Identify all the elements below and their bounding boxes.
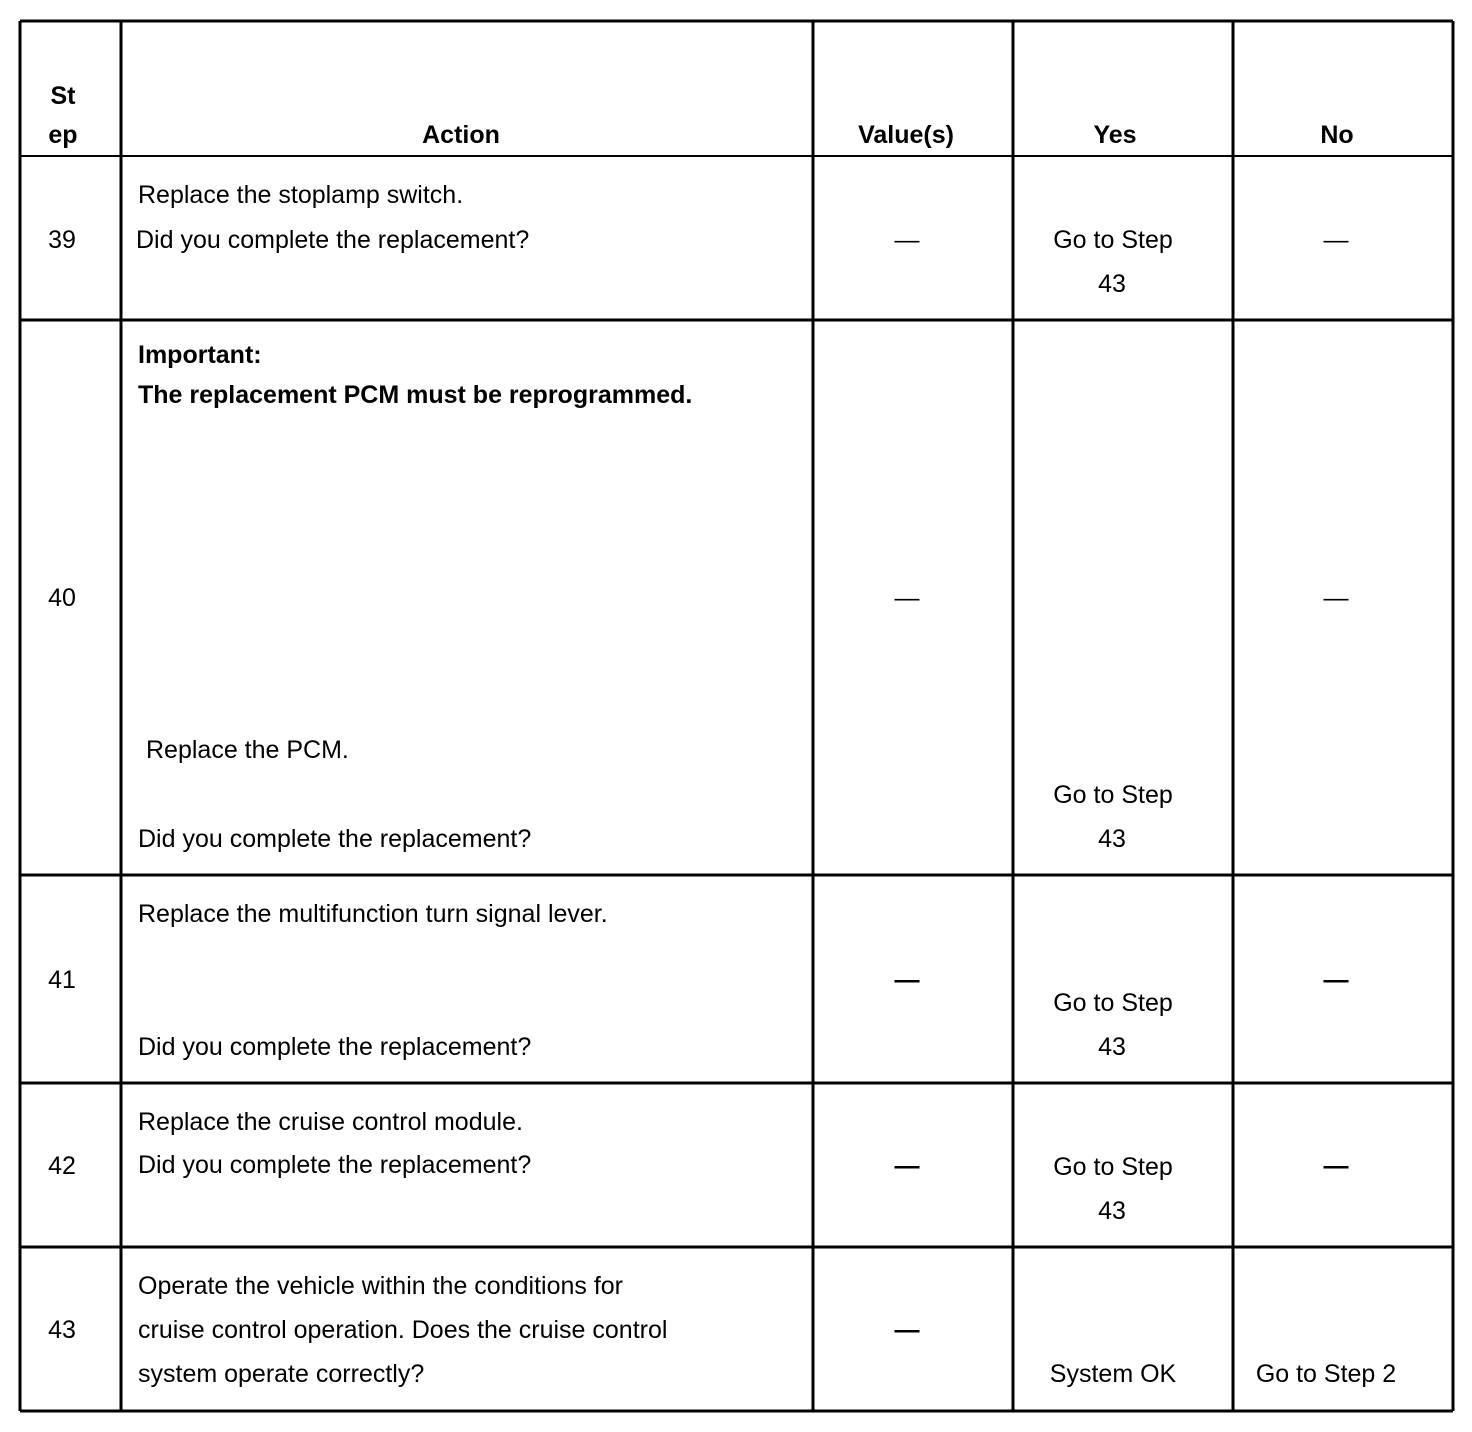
important-label: Important: xyxy=(138,341,262,369)
header-step-line1: St xyxy=(50,82,76,110)
yes-cell: System OK xyxy=(1049,1360,1177,1388)
value-cell: — xyxy=(894,966,920,994)
no-cell: — xyxy=(1323,966,1349,994)
action-question: system operate correctly? xyxy=(138,1360,425,1388)
yes-cell-line1: Go to Step xyxy=(1053,989,1173,1017)
action-question: Did you complete the replacement? xyxy=(138,1151,532,1179)
action-text-line2: cruise control operation. Does the cruise control xyxy=(138,1316,668,1344)
yes-cell-line2: 43 xyxy=(1098,1197,1126,1225)
value-cell: — xyxy=(894,584,920,612)
important-text: The replacement PCM must be reprogrammed. xyxy=(138,381,693,409)
yes-cell-line2: 43 xyxy=(1098,270,1126,298)
action-question: Did you complete the replacement? xyxy=(138,825,532,853)
no-cell: — xyxy=(1323,584,1349,612)
action-text: Replace the multifunction turn signal lever. xyxy=(138,900,608,928)
action-text: Replace the PCM. xyxy=(146,736,349,764)
step-number: 40 xyxy=(48,584,76,612)
header-yes: Yes xyxy=(1093,121,1137,149)
action-question: Did you complete the replacement? xyxy=(136,226,530,254)
value-cell: — xyxy=(894,1152,920,1180)
action-text: Replace the stoplamp switch. xyxy=(138,181,464,209)
action-question: Did you complete the replacement? xyxy=(138,1033,532,1061)
value-cell: — xyxy=(894,226,920,254)
yes-cell-line2: 43 xyxy=(1098,825,1126,853)
header-values: Value(s) xyxy=(858,121,954,149)
step-number: 39 xyxy=(48,226,76,254)
yes-cell-line1: Go to Step xyxy=(1053,1153,1173,1181)
no-cell: Go to Step 2 xyxy=(1255,1360,1397,1388)
yes-cell-line2: 43 xyxy=(1098,1033,1126,1061)
step-number: 43 xyxy=(48,1316,76,1344)
action-text: Replace the cruise control module. xyxy=(138,1108,523,1136)
header-no: No xyxy=(1320,121,1354,149)
yes-cell-line1: Go to Step xyxy=(1053,226,1173,254)
step-number: 42 xyxy=(48,1152,76,1180)
action-text-line1: Operate the vehicle within the conditions for xyxy=(138,1272,623,1300)
no-cell: — xyxy=(1323,226,1349,254)
yes-cell-line1: Go to Step xyxy=(1053,781,1173,809)
header-step-line2: ep xyxy=(48,121,78,149)
step-number: 41 xyxy=(48,966,76,994)
header-action: Action xyxy=(422,121,500,149)
value-cell: — xyxy=(894,1316,920,1344)
no-cell: — xyxy=(1323,1152,1349,1180)
